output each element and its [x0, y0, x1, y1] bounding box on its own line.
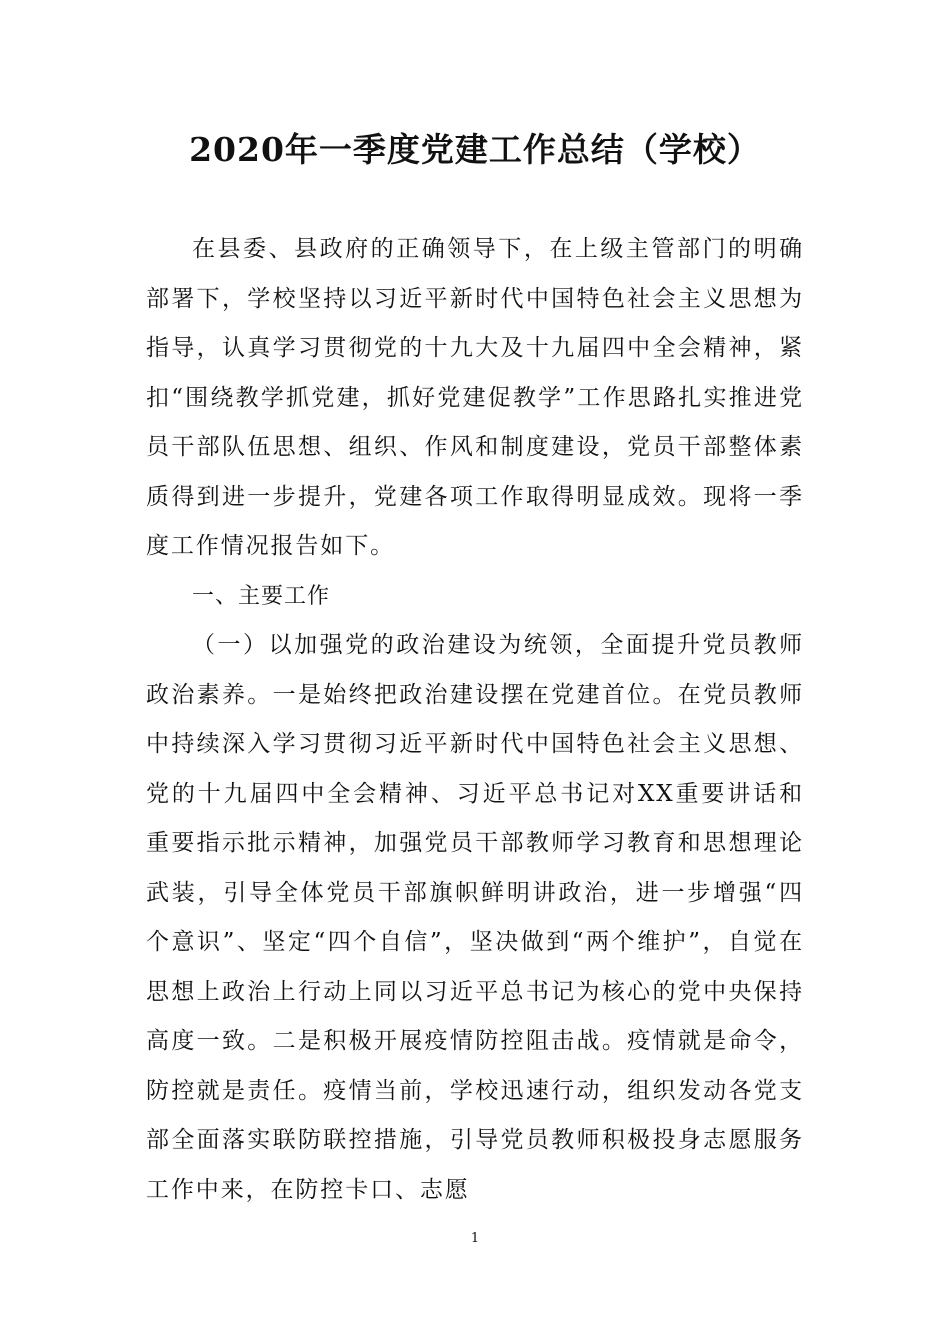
section-paragraph: （一）以加强党的政治建设为统领，全面提升党员教师政治素养。一是始终把政治建设摆在党建首位。在党员教师中持续深入学习贯彻习近平新时代中国特色社会主义思想、党的十九届四中全会精神、习近平总书记对XX重要讲话和重要指示批示精神，加强党员干部教师学习教育和思想理论武装，引导全体党员干部旗帜鲜明讲政治，进一步增强“四个意识”、坚定“四个自信”，坚决做到“两个维护”，自觉在思想上政治上行动上同以习近平总书记为核心的党中央保持高度一致。二是积极开展疫情防控阻击战。疫情就是命令，防控就是责任。疫情当前，学校迅速行动，组织发动各党支部全面落实联防联控措施，引导党员教师积极投身志愿服务工作中来，在防控卡口、志愿: [146, 632, 804, 1203]
intro-paragraph: 在县委、县政府的正确领导下，在上级主管部门的明确部署下，学校坚持以习近平新时代中国特色社会主义思想为指导，认真学习贯彻党的十九大及十九届四中全会精神，紧扣“围绕教学抓党建，抓好党建促教学”工作思路扎实推进党员干部队伍思想、组织、作风和制度建设，党员干部整体素质得到进一步提升，党建各项工作取得明显成效。现将一季度工作情况报告如下。: [146, 236, 804, 559]
page-number: 1: [470, 1231, 480, 1246]
section-heading: 一、主要工作: [192, 583, 331, 609]
document-title: 2020年一季度党建工作总结（学校）: [189, 130, 761, 169]
document-body: [146, 225, 804, 1215]
